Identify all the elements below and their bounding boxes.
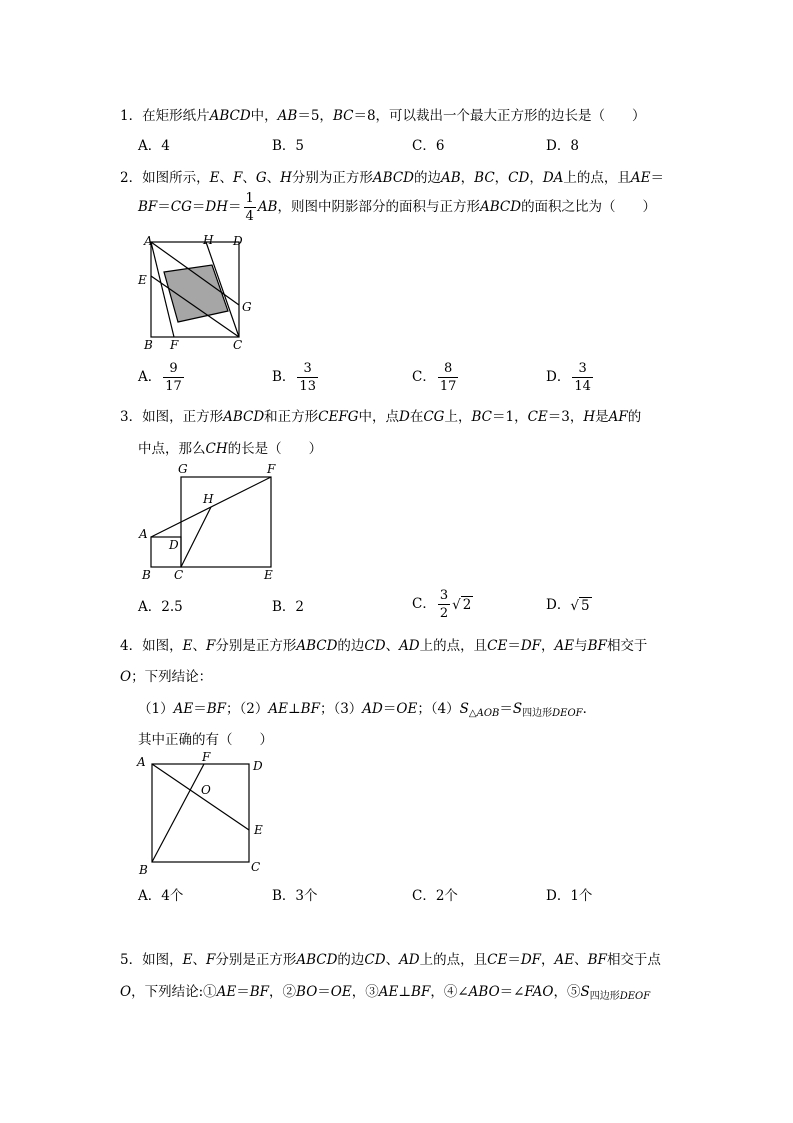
q3-number: 3． (120, 409, 143, 425)
q2-number: 2． (120, 170, 143, 186)
q1-option-b[interactable]: B．5 (272, 138, 305, 154)
q2-option-a[interactable]: A． $\frac{9}{17}$ (138, 361, 182, 394)
q1-number: 1． (120, 108, 143, 124)
q2-fraction: $\frac{1}{4}$ (245, 191, 254, 224)
q3-label-h: H (203, 492, 214, 506)
q3-label-a: A (139, 527, 148, 541)
q5-stem-line2: O，下列结论:①AE＝BF，②BO＝OE，③AE⊥BF，④∠ABO＝∠FAO，$⑤S_{四边形DEOF}$ (120, 984, 651, 1002)
q2-label-g: G (242, 300, 252, 314)
q4-option-d[interactable]: D．1个 (546, 888, 593, 904)
q2-option-b[interactable]: B． $\frac{3}{13}$ (272, 361, 316, 394)
q2-label-b: B (144, 338, 153, 352)
q3-option-a[interactable]: A．2.5 (138, 599, 183, 615)
q3-option-d[interactable]: D．√ 5 (546, 597, 590, 614)
q2-option-d[interactable]: D． $\frac{3}{14}$ (546, 361, 591, 394)
q4-label-o: O (201, 783, 211, 797)
q4-label-b: B (139, 863, 148, 877)
q4-number: 4． (120, 638, 143, 654)
q2-label-c: C (233, 338, 243, 352)
q4-option-b[interactable]: B．3个 (272, 888, 318, 904)
q4-conclusions: （1）AE＝BF；（2）AE⊥BF；（3）AD＝OE；$(4)S_{\triangle AOB}=S_{四边形DEOF}$． (138, 701, 597, 719)
q3-option-c[interactable]: C． $\frac{3}{2}$ √ 2 (412, 588, 472, 621)
q1-stem: 1．在矩形纸片ABCD中，AB＝5，BC＝8，可以裁出一个最大正方形的边长是（ ） (120, 108, 646, 124)
q3-stem-line2: 中点，那么CH的长是（ ） (138, 441, 323, 457)
q1-option-c[interactable]: C．6 (412, 138, 445, 154)
q4-prompt: 其中正确的有（ ） (138, 732, 273, 748)
q3-label-c: C (174, 568, 184, 582)
q2-label-h: H (203, 233, 214, 247)
q4-label-a: A (137, 755, 146, 769)
q2-label-a: A (144, 234, 153, 248)
q1-option-d[interactable]: D．8 (546, 138, 579, 154)
q4-label-d: D (253, 759, 263, 773)
q5-stem-line1: 5．如图，E、F分别是正方形ABCD的边CD、AD上的点，且CE＝DF，AE、BF相交于点 (120, 952, 661, 968)
q2-label-e: E (138, 273, 147, 287)
q2-stem-line2: BF＝CG＝DH＝ $\frac{1}{4}$ AB，则图中阴影部分的面积与正方形ABCD的面积之比为（ ） (138, 191, 657, 224)
q4-option-c[interactable]: C．2个 (412, 888, 458, 904)
q4-label-c: C (251, 860, 261, 874)
q5-number: 5． (120, 952, 143, 968)
q2-option-c[interactable]: C． $\frac{8}{17}$ (412, 361, 457, 394)
q3-squares-figure (136, 462, 286, 584)
q4-label-f: F (202, 750, 211, 764)
q3-stem-line1: 3．如图，正方形ABCD和正方形CEFG中，点D在CG上，BC＝1，CE＝3，H是AF的 (120, 409, 642, 425)
q3-label-f: F (267, 462, 276, 476)
q4-option-a[interactable]: A．4个 (138, 888, 184, 904)
q3-label-b: B (142, 568, 151, 582)
q3-label-d: D (169, 538, 179, 552)
q4-label-e: E (254, 823, 263, 837)
q4-square-figure (134, 750, 274, 878)
q2-square-figure (136, 232, 260, 356)
q4-stem-line2: O；下列结论： (120, 669, 213, 685)
q3-label-g: G (178, 462, 188, 476)
q3-label-e: E (264, 568, 273, 582)
q1-option-a[interactable]: A．4 (138, 138, 170, 154)
q2-label-d: D (233, 234, 243, 248)
q2-stem-line1: 2．如图所示，E、F、G、H分别为正方形ABCD的边AB，BC，CD，DA上的点，且AE＝ (120, 170, 665, 186)
q3-option-b[interactable]: B．2 (272, 599, 305, 615)
q2-label-f: F (170, 338, 179, 352)
q4-stem-line1: 4．如图，E、F分别是正方形ABCD的边CD、AD上的点，且CE＝DF，AE与BF相交于 (120, 638, 648, 654)
